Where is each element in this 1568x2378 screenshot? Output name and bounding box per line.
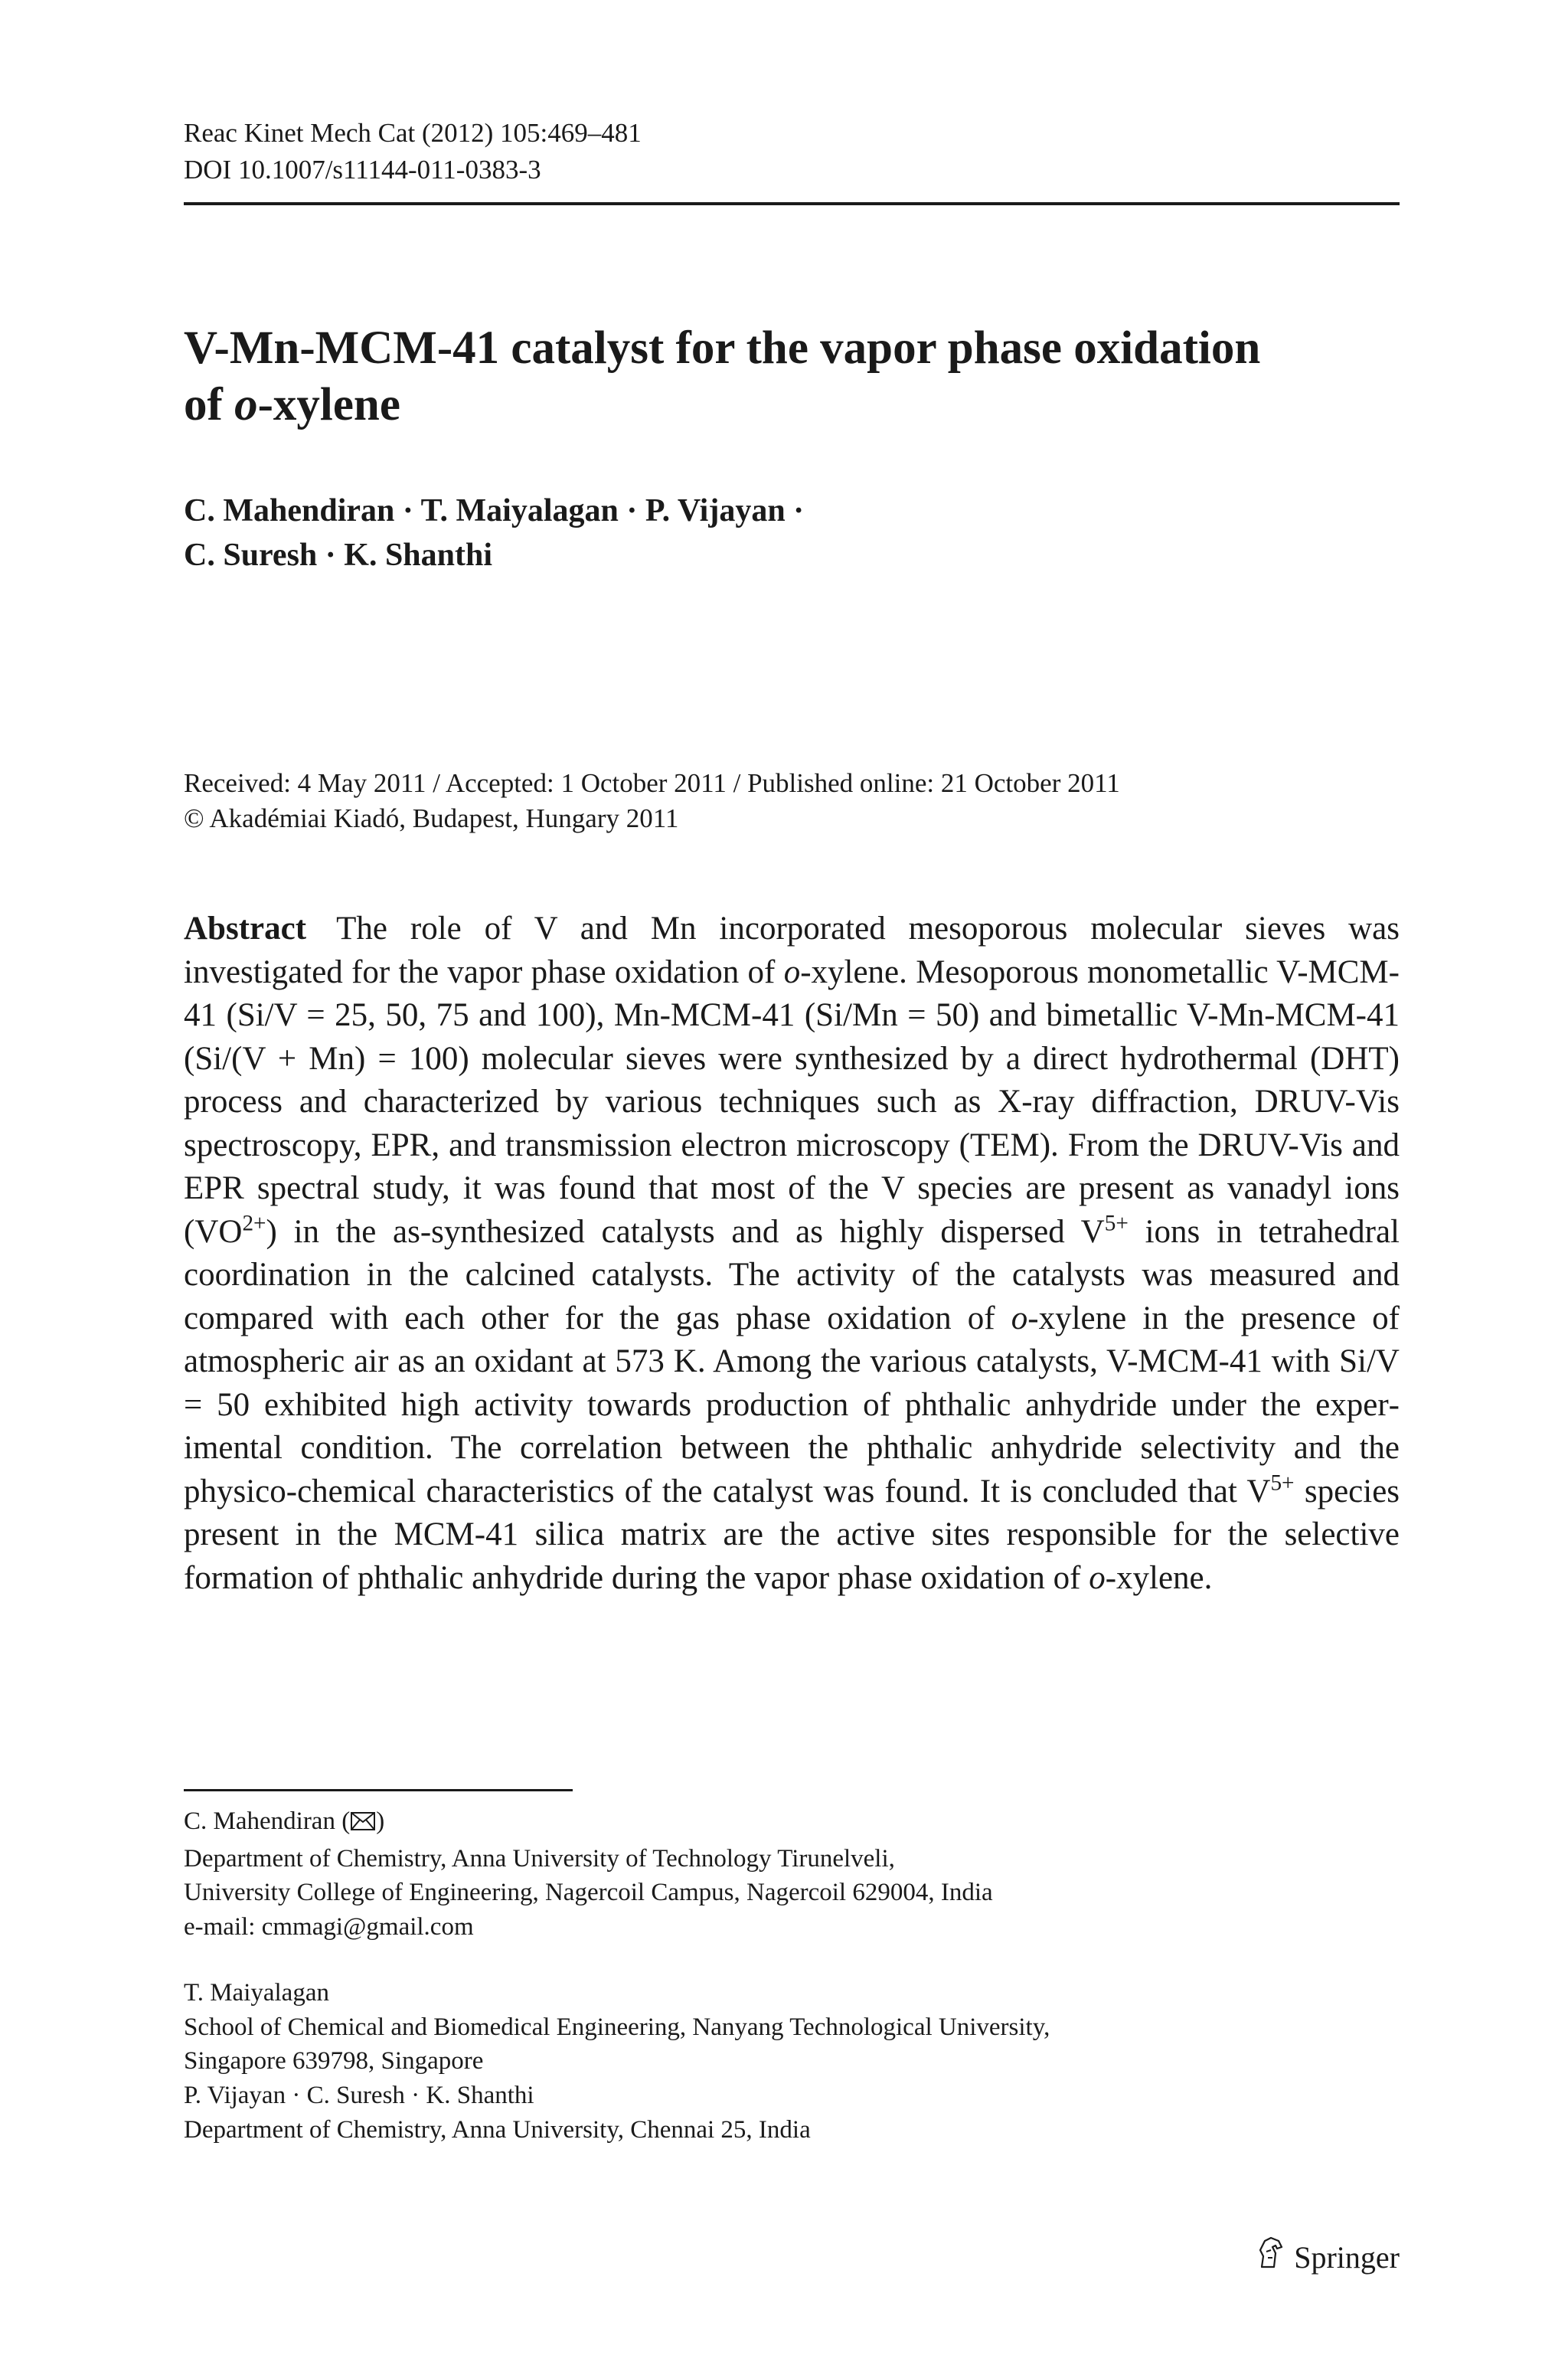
springer-wordmark: Springer (1294, 2239, 1400, 2275)
affiliation-1 (184, 1804, 993, 1944)
abstract-superscript: 2+ (242, 1211, 266, 1236)
abstract-text: -xylene in the presence of atmospheric air as an oxidant at 573 K. Among the various catalysts, V-MCM-41 with Si/V = 50 exhibited high activity towards production of phthalic anhydride under the experimental condition. The correlation between the phthalic anhydride selectivity and the physico-chemical characteristics of the catalyst was found. It is concluded that V (184, 1300, 1400, 1510)
title-line-2 (184, 377, 1400, 433)
abstract-label: Abstract (184, 911, 307, 947)
authors-line-2: C. Suresh · K. Shanthi (184, 538, 493, 573)
affiliation-3-name: P. Vijayan · C. Suresh · K. Shanthi (184, 2082, 534, 2109)
affiliation-1-line-1: Department of Chemistry, Anna University of Technology Tirunelveli, (184, 1844, 895, 1873)
affiliation-3 (184, 2079, 811, 2147)
title-italic-o: o (234, 379, 258, 430)
header-rule (184, 202, 1400, 205)
abstract (184, 908, 1400, 1600)
title-line-1: V-Mn-MCM-41 catalyst for the vapor phase oxidation (184, 322, 1261, 374)
affiliation-2-line-1: School of Chemical and Biomedical Engineering, Nanyang Technological University, (184, 2013, 1050, 2041)
article-title (184, 320, 1400, 433)
copyright-line: © Akadémiai Kiadó, Budapest, Hungary 2011 (184, 803, 679, 833)
abstract-italic: o (783, 953, 801, 990)
affiliation-3-line-1: Department of Chemistry, Anna University, Chennai 25, India (184, 2115, 811, 2144)
affiliation-1-email: e-mail: cmmagi@gmail.com (184, 1912, 474, 1941)
affiliation-2 (184, 1976, 1050, 2079)
abstract-text: ions in tetrahedral coordination in the calcined catalysts. The activity of the catalysts was measured and compared with each other for the gas phase oxidation of (184, 1213, 1400, 1336)
abstract-superscript: 5+ (1104, 1211, 1129, 1236)
author-list (184, 489, 804, 577)
envelope-icon (350, 1807, 376, 1842)
abstract-text: The role of V and Mn incorporated mesoporous molecular sieves was investigated for the vapor phase oxidation of (184, 911, 1400, 990)
affiliation-1-name: C. Mahendiran ( ) (184, 1804, 993, 1842)
affiliation-1-line-2: University College of Engineering, Nagercoil Campus, Nagercoil 629004, India (184, 1879, 993, 1906)
springer-horse-icon (1256, 2236, 1286, 2278)
title-suffix: -xylene (257, 379, 400, 430)
journal-header (184, 115, 642, 188)
springer-logo (1256, 2236, 1400, 2278)
authors-line-1: C. Mahendiran · T. Maiyalagan · P. Vijayan · (184, 493, 805, 528)
abstract-text: ) in the as-synthesized catalysts and as highly dispersed V (266, 1213, 1105, 1250)
abstract-text: -xylene. (1105, 1559, 1213, 1596)
abstract-text: -xylene. Mesoporous monometallic V-MCM-41 (Si/V = 25, 50, 75 and 100), Mn-MCM-41 (Si/Mn = 50) and bimetallic V-Mn-MCM-41 (Si/(V + Mn) = 100) molecular sieves were synthesized by a direct hydrothermal (DHT) process and characterized by various techniques such as X-ray diffraction, DRUV-Vis spectroscopy, EPR, and transmission electron microscopy (TEM). From the DRUV-Vis and EPR spectral study, it was found that most of the V species are present as vanadyl ions (VO (184, 953, 1400, 1250)
title-prefix: of (184, 379, 235, 430)
journal-citation: Reac Kinet Mech Cat (2012) 105:469–481 (184, 118, 642, 148)
footnote-rule (184, 1789, 573, 1791)
abstract-superscript: 5+ (1270, 1470, 1295, 1496)
received-line: Received: 4 May 2011 / Accepted: 1 October 2011 / Published online: 21 October 2011 (184, 768, 1120, 798)
affiliation-2-line-2: Singapore 639798, Singapore (184, 2047, 484, 2075)
abstract-text: species present in the MCM-41 silica matrix are the active sites responsible for the selective formation of phthalic anhydride during the vapor phase oxidation of (184, 1473, 1400, 1596)
abstract-italic: o (1011, 1300, 1028, 1336)
affiliation-2-name: T. Maiyalagan (184, 1979, 329, 2007)
publication-dates (184, 766, 1120, 836)
abstract-italic: o (1089, 1559, 1106, 1596)
doi: DOI 10.1007/s11144-011-0383-3 (184, 155, 541, 185)
